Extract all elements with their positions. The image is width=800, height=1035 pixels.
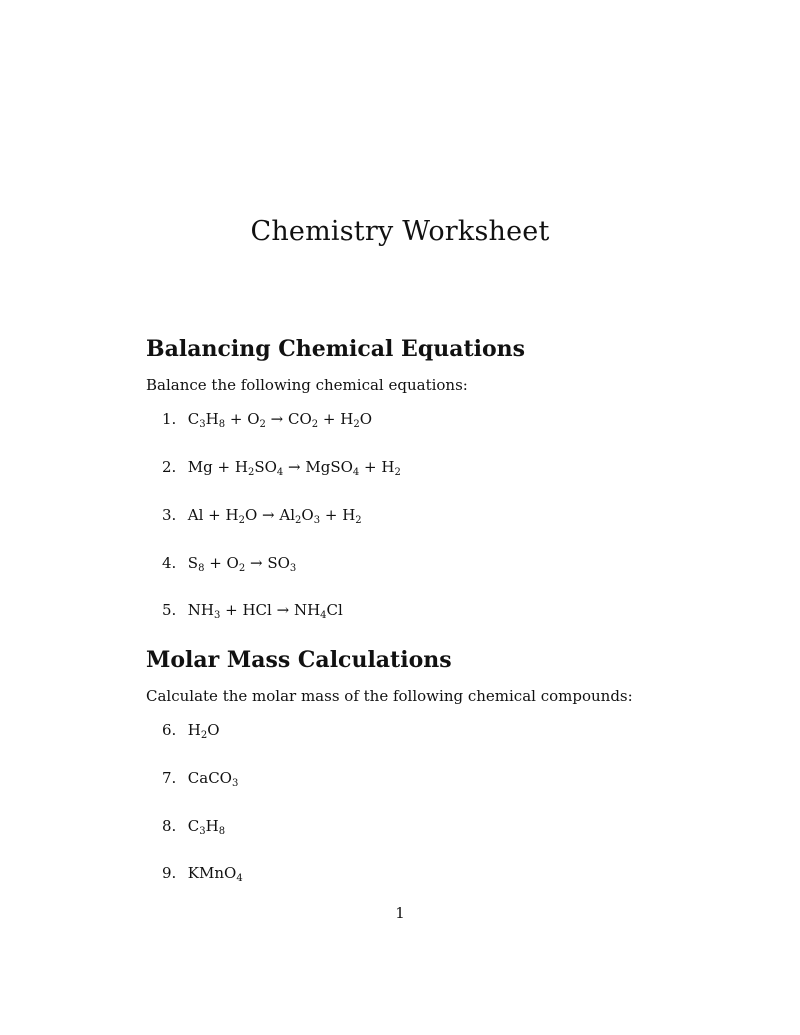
section-heading: Molar Mass Calculations [146,647,452,673]
chemical-formula: $H_2O$ [187,721,220,741]
chemical-formula: $C_3H_8$ [187,817,226,837]
problem-number: 3. [162,506,177,524]
problem-number: 7. [162,769,177,787]
chemical-formula: CaCO$_3$ [187,769,239,789]
problem-number: 2. [162,458,177,476]
chemical-equation: $Al + H_2O \to Al_2O_3 + H_2$ [187,506,362,526]
problem-item [162,721,220,739]
problem-number: 1. [162,410,177,428]
problem-item [162,554,296,572]
problem-number: 8. [162,817,177,835]
problem-number: 4. [162,554,177,572]
section-instruction: Balance the following chemical equations: [146,376,468,394]
section-molar-mass [146,647,746,884]
chemical-equation: $NH_3$ + HCl → $NH_4Cl$ [187,601,343,621]
section-heading: Balancing Chemical Equations [146,336,526,362]
problem-item [162,458,401,476]
page-number: 1 [395,904,405,922]
chemical-equation: $Mg + H_2SO_4$ → MgSO$_4$ + $H_2$ [187,458,401,478]
problem-item [162,817,225,835]
page-title: Chemistry Worksheet [250,216,550,247]
chemical-equation: $C_3H_8 + O_2 \to CO_2 + H_2O$ [187,410,373,430]
problem-item [162,506,362,524]
problem-number: 9. [162,864,177,882]
chemical-formula: KMnO$_4$ [187,864,243,884]
problem-item [162,410,372,428]
problem-item [162,601,343,619]
problem-number: 6. [162,721,177,739]
chemical-equation: $S_8 + O_2 \to SO_3$ [187,554,297,574]
problem-number: 5. [162,601,177,619]
problem-item [162,864,243,882]
section-balancing-equations [146,336,746,621]
problem-item [162,769,238,787]
section-instruction: Calculate the molar mass of the following chemical compounds: [146,687,633,705]
